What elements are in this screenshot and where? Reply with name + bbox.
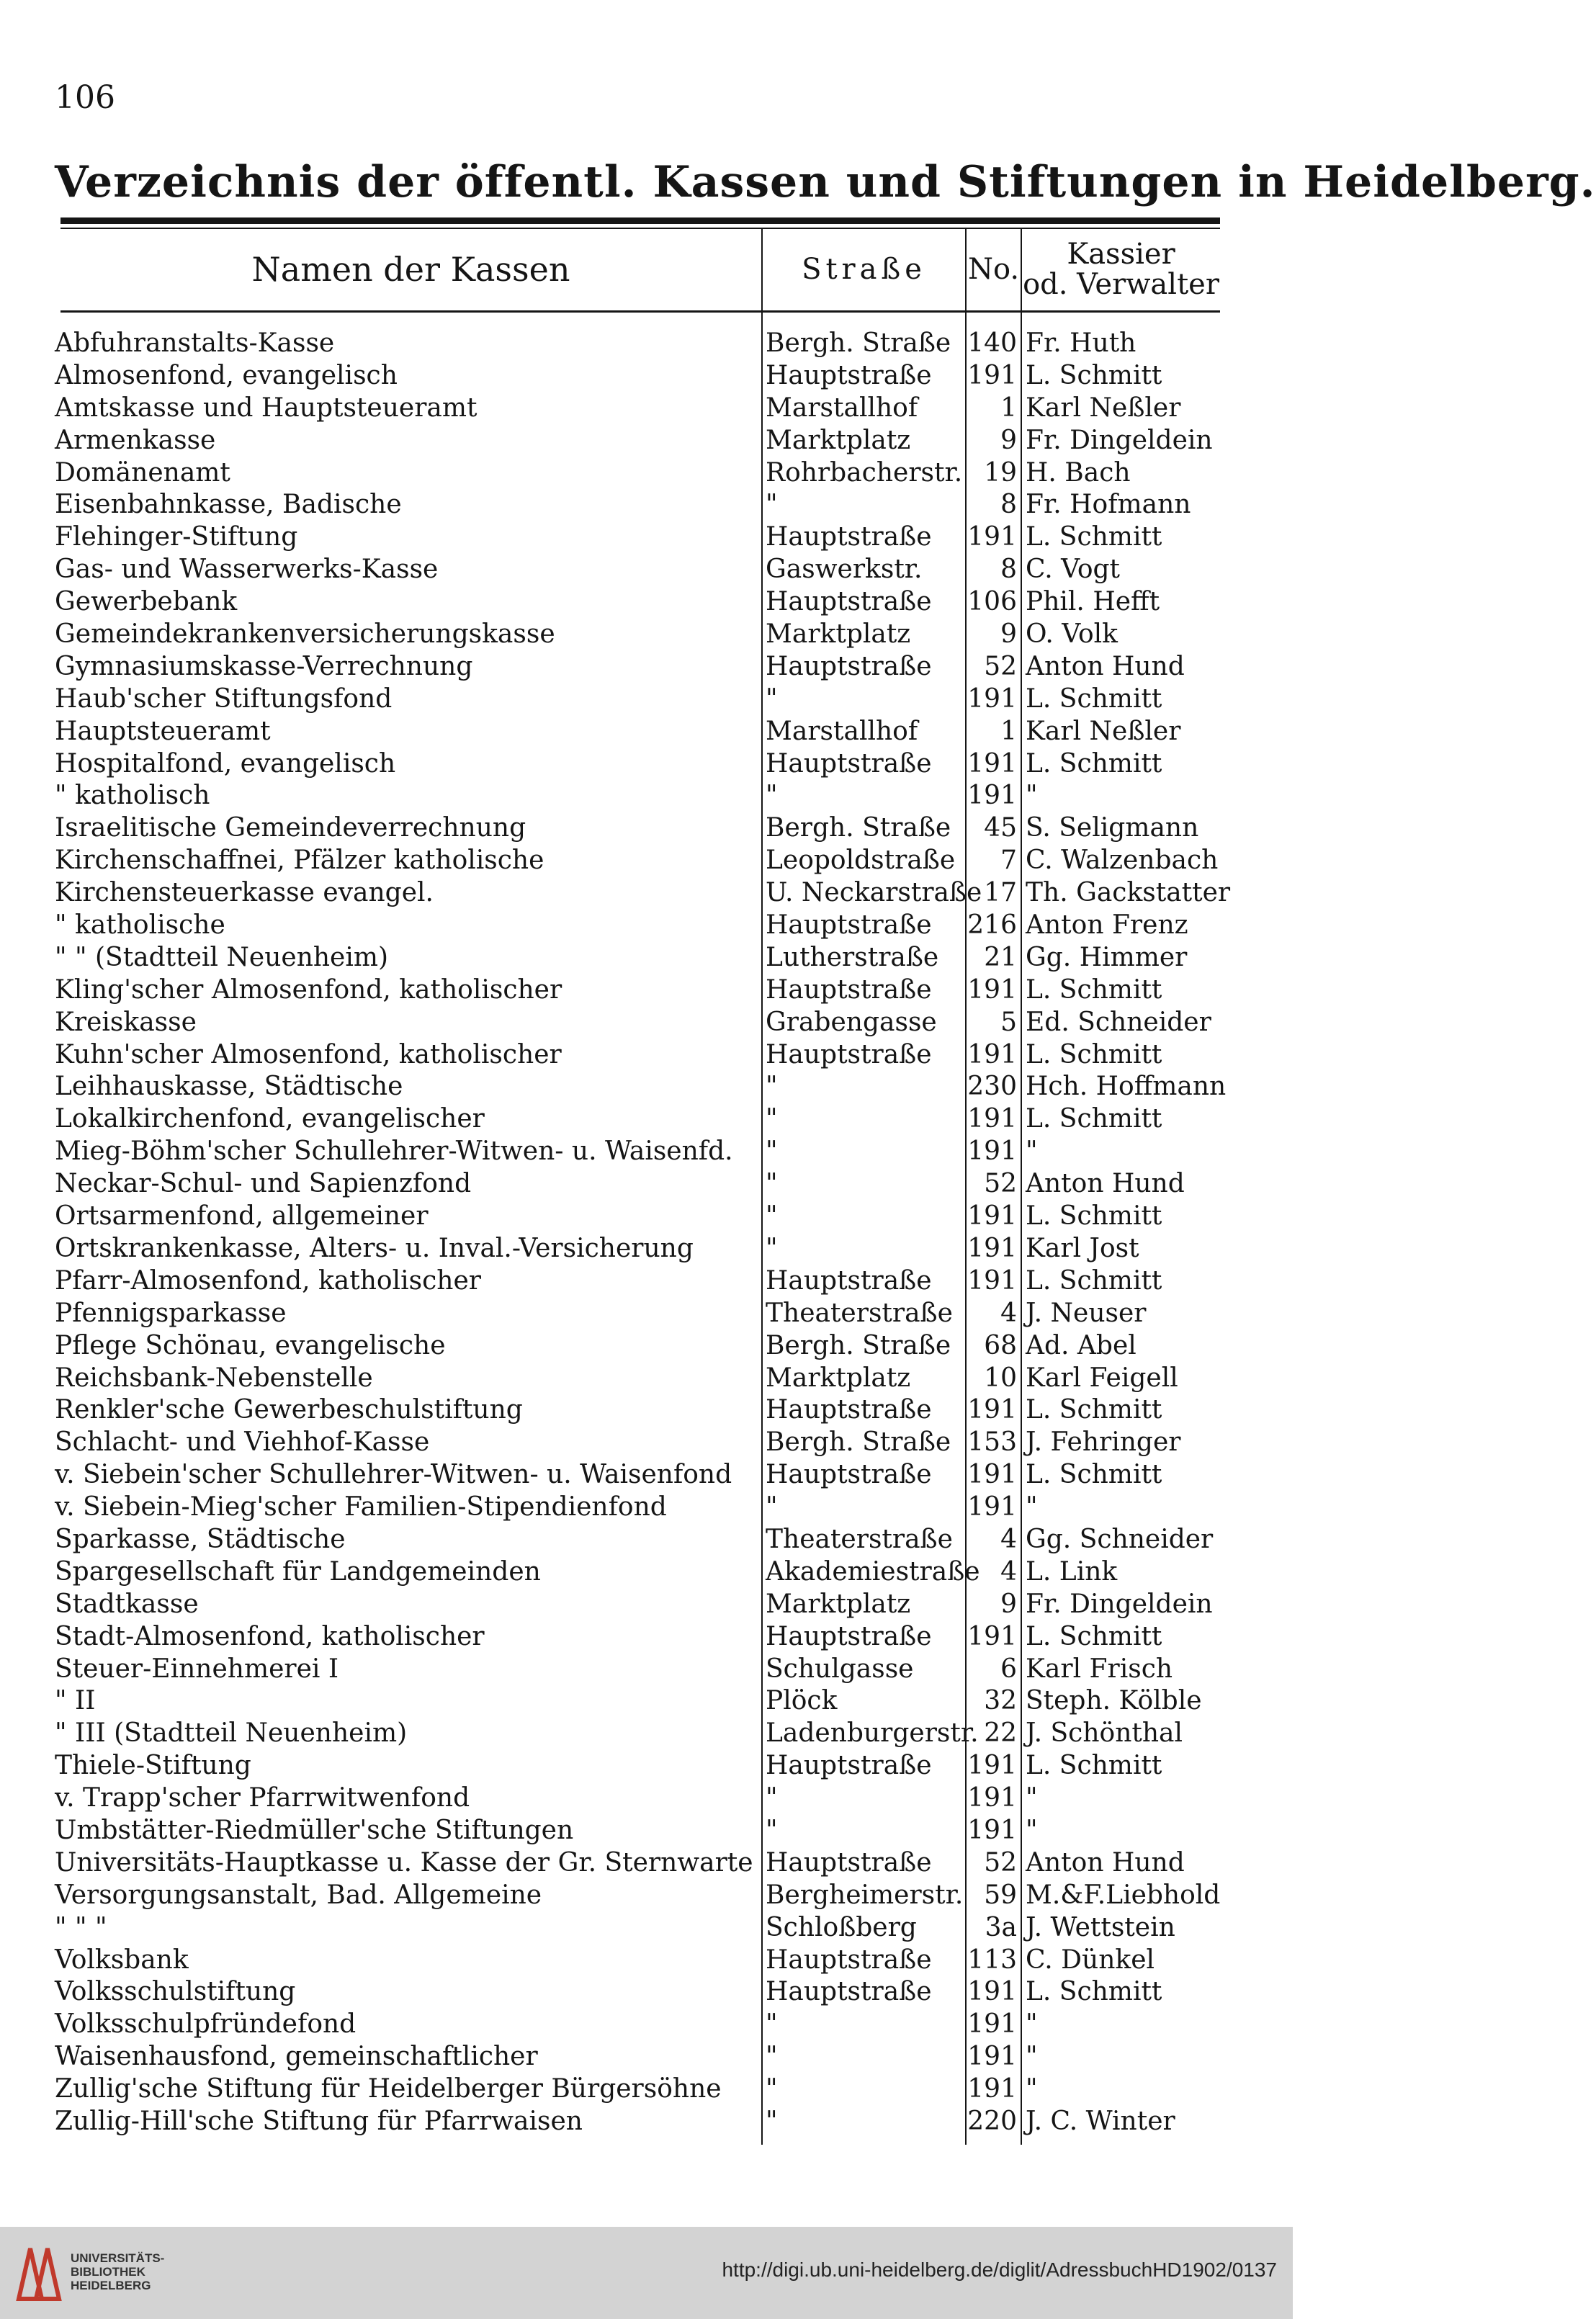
entry-street: Marstallhof [766, 393, 918, 423]
table-row [0, 2041, 1293, 2073]
entry-name: " II [55, 1686, 96, 1716]
entry-name: Almosenfond, evangelisch [55, 360, 398, 390]
entry-number: 191 [967, 1039, 1017, 1069]
entry-number: 191 [967, 1751, 1017, 1781]
entry-number: 191 [967, 1395, 1017, 1425]
entry-name: Ortskrankenkasse, Alters- u. Inval.-Versicherung [55, 1233, 694, 1263]
entry-cashier: S. Seligmann [1026, 813, 1199, 843]
header-rule [60, 310, 1220, 313]
table-row [0, 1847, 1293, 1880]
table-row [0, 1976, 1293, 2009]
entry-cashier: L. Schmitt [1026, 522, 1162, 552]
table-row [0, 1427, 1293, 1459]
entry-cashier: J. Wettstein [1026, 1912, 1175, 1942]
entry-street: " [766, 1072, 778, 1102]
entry-street: Bergh. Straße [766, 328, 951, 358]
entry-cashier: L. Link [1026, 1556, 1118, 1587]
table-row [0, 748, 1293, 781]
entry-cashier: J. C. Winter [1026, 2106, 1175, 2136]
entry-number: 191 [967, 1621, 1017, 1651]
entry-name: Steuer-Einnehmerei I [55, 1654, 339, 1684]
entry-cashier: " [1026, 1136, 1038, 1167]
entry-name: Umbstätter-Riedmüller'sche Stiftungen [55, 1815, 574, 1845]
table-row [0, 1071, 1293, 1103]
table-row [0, 780, 1293, 812]
entry-name: Abfuhranstalts-Kasse [55, 328, 335, 358]
seal-icon [14, 2241, 65, 2305]
table-row [0, 328, 1293, 360]
entry-name: Eisenbahnkasse, Badische [55, 490, 402, 520]
logo-line1: UNIVERSITÄTS- [71, 2251, 165, 2265]
entry-name: Reichsbank-Nebenstelle [55, 1363, 373, 1393]
page-number: 106 [55, 79, 115, 116]
entry-number: 4 [1000, 1524, 1017, 1554]
entry-cashier: " [1026, 2074, 1038, 2104]
entry-cashier: Anton Hund [1026, 1169, 1185, 1199]
entry-name: Zullig'sche Stiftung für Heidelberger Bürgersöhne [55, 2074, 722, 2104]
entry-number: 191 [967, 2009, 1017, 2040]
entry-name: v. Siebein'scher Schullehrer-Witwen- u. Waisenfond [55, 1460, 732, 1490]
entry-street: Gaswerkstr. [766, 555, 923, 585]
table-row [0, 683, 1293, 716]
entry-cashier: J. Neuser [1026, 1298, 1147, 1328]
entry-name: Gymnasiumskasse-Verrechnung [55, 651, 473, 681]
entry-name: Hauptsteueramt [55, 716, 271, 746]
table-row [0, 1782, 1293, 1815]
entry-street: Hauptstraße [766, 1847, 932, 1878]
table-row [0, 1039, 1293, 1072]
table-row [0, 521, 1293, 554]
entry-number: 68 [984, 1330, 1017, 1360]
entry-number: 5 [1000, 1007, 1017, 1037]
entry-cashier: " [1026, 1783, 1038, 1813]
entry-name: v. Siebein-Mieg'scher Familien-Stipendienfond [55, 1492, 667, 1522]
entry-number: 52 [984, 1847, 1017, 1878]
table-row [0, 2106, 1293, 2138]
entry-name: Renkler'sche Gewerbeschulstiftung [55, 1395, 523, 1425]
entry-name: Volksbank [55, 1945, 189, 1975]
entry-number: 191 [967, 1136, 1017, 1167]
entry-street: Lutherstraße [766, 942, 939, 972]
entry-street: " [766, 1201, 778, 1232]
entry-number: 3a [985, 1912, 1017, 1942]
entry-number: 191 [967, 1265, 1017, 1296]
entry-name: Universitäts-Hauptkasse u. Kasse der Gr. Sternwarte [55, 1847, 753, 1878]
entry-number: 191 [967, 1783, 1017, 1813]
entry-number: 191 [967, 1977, 1017, 2007]
entry-street: Schloßberg [766, 1912, 917, 1942]
entry-number: 216 [967, 910, 1017, 941]
entry-number: 140 [967, 328, 1017, 358]
entry-cashier: Anton Frenz [1026, 910, 1188, 941]
entry-street: Bergh. Straße [766, 813, 951, 843]
entry-cashier: " [1026, 2042, 1038, 2072]
entry-number: 106 [967, 587, 1017, 617]
entry-street: Hauptstraße [766, 1039, 932, 1069]
table-row [0, 2009, 1293, 2041]
table-row [0, 393, 1293, 425]
entry-number: 59 [984, 1880, 1017, 1910]
entry-cashier: L. Schmitt [1026, 1621, 1162, 1651]
table-row [0, 1459, 1293, 1492]
entry-name: " " (Stadtteil Neuenheim) [55, 942, 389, 972]
entry-name: Flehinger-Stiftung [55, 522, 298, 552]
page-title: Verzeichnis der öffentl. Kassen und Stiftungen in Heidelberg. [55, 157, 1596, 207]
table-row [0, 1945, 1293, 1977]
entry-number: 191 [967, 974, 1017, 1005]
entry-cashier: L. Schmitt [1026, 1395, 1162, 1425]
table-row [0, 1168, 1293, 1201]
entry-cashier: C. Walzenbach [1026, 845, 1219, 876]
entry-name: " III (Stadtteil Neuenheim) [55, 1718, 408, 1749]
entry-name: Neckar-Schul- und Sapienzfond [55, 1169, 472, 1199]
entry-street: " [766, 2009, 778, 2040]
entry-street: " [766, 490, 778, 520]
entry-cashier: L. Schmitt [1026, 1460, 1162, 1490]
table-row [0, 716, 1293, 748]
entry-street: " [766, 2106, 778, 2136]
entry-cashier: Karl Jost [1026, 1233, 1139, 1263]
library-logo-text [71, 2251, 164, 2292]
table-row [0, 1621, 1293, 1654]
logo-line2: BIBLIOTHEK [71, 2265, 145, 2279]
entry-street: " [766, 2074, 778, 2104]
entry-street: " [766, 1492, 778, 1522]
title-rule-thick [60, 217, 1220, 224]
entry-number: 19 [984, 457, 1017, 488]
entry-cashier: Th. Gackstatter [1026, 878, 1231, 908]
table-row [0, 1330, 1293, 1363]
table-row [0, 1298, 1293, 1330]
entry-cashier: Karl Feigell [1026, 1363, 1178, 1393]
table-row [0, 910, 1293, 942]
header-name: Namen der Kassen [251, 250, 570, 289]
entry-number: 52 [984, 651, 1017, 681]
entry-street: Akademiestraße [766, 1556, 980, 1587]
entry-number: 191 [967, 1492, 1017, 1522]
entry-cashier: Fr. Dingeldein [1026, 425, 1213, 455]
entry-name: Zullig-Hill'sche Stiftung für Pfarrwaisen [55, 2106, 583, 2136]
entry-cashier: L. Schmitt [1026, 683, 1162, 714]
entry-street: " [766, 1136, 778, 1167]
entry-street: " [766, 683, 778, 714]
entry-number: 1 [1000, 716, 1017, 746]
entry-name: Leihhauskasse, Städtische [55, 1072, 403, 1102]
entry-street: Leopoldstraße [766, 845, 956, 876]
entry-name: Kirchensteuerkasse evangel. [55, 878, 434, 908]
entry-number: 191 [967, 2042, 1017, 2072]
entry-street: Hauptstraße [766, 1751, 932, 1781]
header-cashier-line1: Kassier [1067, 238, 1175, 271]
entry-street: Hauptstraße [766, 1265, 932, 1296]
entry-name: Gemeindekrankenversicherungskasse [55, 619, 555, 650]
table-row [0, 1718, 1293, 1750]
entry-street: Hauptstraße [766, 1945, 932, 1975]
entry-number: 191 [967, 1201, 1017, 1232]
entry-number: 191 [967, 1233, 1017, 1263]
entry-number: 191 [967, 2074, 1017, 2104]
entry-number: 22 [984, 1718, 1017, 1749]
table-row [0, 457, 1293, 490]
entry-street: " [766, 1783, 778, 1813]
entry-number: 9 [1000, 1589, 1017, 1619]
entry-cashier: L. Schmitt [1026, 360, 1162, 390]
entry-street: Hauptstraße [766, 974, 932, 1005]
entry-cashier: C. Dünkel [1026, 1945, 1155, 1975]
entry-number: 1 [1000, 393, 1017, 423]
table-row [0, 1136, 1293, 1168]
entry-name: Domänenamt [55, 457, 230, 488]
entry-name: Thiele-Stiftung [55, 1751, 251, 1781]
source-url-link[interactable]: http://digi.ub.uni-heidelberg.de/diglit/AdressbuchHD1902/0137 [722, 2259, 1277, 2281]
entry-cashier: Fr. Dingeldein [1026, 1589, 1213, 1619]
table-row [0, 425, 1293, 457]
entry-street: U. Neckarstraße [766, 878, 982, 908]
entry-cashier: " [1026, 1815, 1038, 1845]
entry-number: 52 [984, 1169, 1017, 1199]
entry-cashier: L. Schmitt [1026, 1104, 1162, 1134]
entry-name: Gewerbebank [55, 587, 238, 617]
entry-number: 32 [984, 1686, 1017, 1716]
entry-name: Pflege Schönau, evangelische [55, 1330, 446, 1360]
table-row [0, 1815, 1293, 1847]
entry-name: Versorgungsanstalt, Bad. Allgemeine [55, 1880, 542, 1910]
table-row [0, 1685, 1293, 1718]
library-logo [14, 2241, 65, 2307]
entry-name: Sparkasse, Städtische [55, 1524, 346, 1554]
entry-number: 9 [1000, 425, 1017, 455]
entry-street: Hauptstraße [766, 360, 932, 390]
header-no: No. [967, 253, 1020, 286]
entry-number: 153 [967, 1427, 1017, 1458]
table-row [0, 360, 1293, 393]
entry-name: v. Trapp'scher Pfarrwitwenfond [55, 1783, 470, 1813]
entry-number: 17 [984, 878, 1017, 908]
table-row [0, 1233, 1293, 1265]
entry-name: Israelitische Gemeindeverrechnung [55, 813, 526, 843]
table-row [0, 1750, 1293, 1782]
entry-cashier: Gg. Himmer [1026, 942, 1188, 972]
header-street: Straße [802, 253, 926, 286]
entry-name: Amtskasse und Hauptsteueramt [55, 393, 478, 423]
entry-cashier: L. Schmitt [1026, 1039, 1162, 1069]
entry-number: 8 [1000, 555, 1017, 585]
table-row [0, 1265, 1293, 1298]
entry-street: " [766, 781, 778, 811]
entry-name: Mieg-Böhm'scher Schullehrer-Witwen- u. Waisenfd. [55, 1136, 733, 1167]
table-row [0, 942, 1293, 974]
entry-name: " katholische [55, 910, 225, 941]
entry-number: 7 [1000, 845, 1017, 876]
entry-street: Bergheimerstr. [766, 1880, 964, 1910]
table-row [0, 974, 1293, 1007]
entry-cashier: M.&F.Liebhold [1026, 1880, 1221, 1910]
entry-cashier: Phil. Hefft [1026, 587, 1160, 617]
table-row [0, 1524, 1293, 1556]
table-row [0, 1103, 1293, 1136]
entry-number: 8 [1000, 490, 1017, 520]
entry-street: " [766, 1169, 778, 1199]
entry-street: Plöck [766, 1686, 838, 1716]
table-row [0, 1394, 1293, 1427]
entry-name: Gas- und Wasserwerks-Kasse [55, 555, 439, 585]
entry-number: 191 [967, 522, 1017, 552]
entry-cashier: L. Schmitt [1026, 1201, 1162, 1232]
entry-name: Pfarr-Almosenfond, katholischer [55, 1265, 481, 1296]
entry-name: Pfennigsparkasse [55, 1298, 287, 1328]
entry-street: Marstallhof [766, 716, 918, 746]
entry-number: 10 [984, 1363, 1017, 1393]
entry-cashier: Karl Neßler [1026, 716, 1181, 746]
entry-number: 6 [1000, 1654, 1017, 1684]
entry-name: Ortsarmenfond, allgemeiner [55, 1201, 429, 1232]
entry-street: " [766, 2042, 778, 2072]
table-row [0, 651, 1293, 683]
entry-number: 21 [984, 942, 1017, 972]
entry-cashier: Karl Neßler [1026, 393, 1181, 423]
entry-cashier: J. Fehringer [1026, 1427, 1181, 1458]
entry-cashier: " [1026, 781, 1038, 811]
table-row [0, 2073, 1293, 2106]
entry-number: 45 [984, 813, 1017, 843]
entry-name: Spargesellschaft für Landgemeinden [55, 1556, 541, 1587]
entry-cashier: Steph. Kölble [1026, 1686, 1202, 1716]
entry-cashier: L. Schmitt [1026, 1265, 1162, 1296]
entry-number: 4 [1000, 1298, 1017, 1328]
entry-cashier: L. Schmitt [1026, 748, 1162, 779]
table-row [0, 619, 1293, 651]
entry-street: Bergh. Straße [766, 1330, 951, 1360]
entry-number: 4 [1000, 1556, 1017, 1587]
table-row [0, 1880, 1293, 1912]
entry-name: Schlacht- und Viehhof-Kasse [55, 1427, 430, 1458]
entry-street: Hauptstraße [766, 1977, 932, 2007]
table-row [0, 1589, 1293, 1621]
entry-cashier: Gg. Schneider [1026, 1524, 1214, 1554]
entry-street: " [766, 1815, 778, 1845]
entry-name: Kling'scher Almosenfond, katholischer [55, 974, 562, 1005]
entry-street: Grabengasse [766, 1007, 937, 1037]
entry-name: Kirchenschaffnei, Pfälzer katholische [55, 845, 544, 876]
footer-bar [0, 2227, 1293, 2319]
table-row [0, 1912, 1293, 1945]
entry-name: Hospitalfond, evangelisch [55, 748, 396, 779]
entry-street: Theaterstraße [766, 1298, 953, 1328]
header-cashier-line2: od. Verwalter [1023, 268, 1219, 301]
table-row [0, 845, 1293, 877]
entry-street: Schulgasse [766, 1654, 914, 1684]
entry-street: Hauptstraße [766, 910, 932, 941]
entry-number: 191 [967, 1104, 1017, 1134]
entry-street: Rohrbacherstr. [766, 457, 963, 488]
entry-cashier: L. Schmitt [1026, 1977, 1162, 2007]
entry-cashier: Fr. Huth [1026, 328, 1137, 358]
entry-number: 230 [967, 1072, 1017, 1102]
entry-street: Theaterstraße [766, 1524, 953, 1554]
entry-street: Marktplatz [766, 1589, 911, 1619]
entry-name: Kuhn'scher Almosenfond, katholischer [55, 1039, 562, 1069]
entry-street: Hauptstraße [766, 1395, 932, 1425]
entry-name: Volksschulpfründefond [55, 2009, 357, 2040]
entry-cashier: L. Schmitt [1026, 974, 1162, 1005]
entry-street: Ladenburgerstr. [766, 1718, 979, 1749]
entry-cashier: J. Schönthal [1026, 1718, 1183, 1749]
entry-street: Hauptstraße [766, 748, 932, 779]
entry-cashier: C. Vogt [1026, 555, 1121, 585]
entry-cashier: Anton Hund [1026, 651, 1185, 681]
entry-cashier: Hch. Hoffmann [1026, 1072, 1227, 1102]
entry-name: Stadtkasse [55, 1589, 199, 1619]
entry-name: Haub'scher Stiftungsfond [55, 683, 393, 714]
entry-cashier: H. Bach [1026, 457, 1131, 488]
entry-street: Hauptstraße [766, 522, 932, 552]
entry-number: 191 [967, 1460, 1017, 1490]
table-row [0, 489, 1293, 521]
logo-line3: HEIDELBERG [71, 2279, 151, 2292]
entry-cashier: " [1026, 1492, 1038, 1522]
entry-name: " katholisch [55, 781, 210, 811]
entry-street: Marktplatz [766, 425, 911, 455]
entry-number: 191 [967, 1815, 1017, 1845]
entry-street: " [766, 1104, 778, 1134]
table-row [0, 586, 1293, 619]
entry-number: 220 [967, 2106, 1017, 2136]
entry-name: Lokalkirchenfond, evangelischer [55, 1104, 485, 1134]
table-row [0, 1201, 1293, 1233]
entry-street: Marktplatz [766, 619, 911, 650]
entry-street: " [766, 1233, 778, 1263]
entry-cashier: Anton Hund [1026, 1847, 1185, 1878]
entry-cashier: O. Volk [1026, 619, 1118, 650]
entry-number: 191 [967, 748, 1017, 779]
entry-cashier: L. Schmitt [1026, 1751, 1162, 1781]
entry-cashier: Karl Frisch [1026, 1654, 1173, 1684]
table-row [0, 1556, 1293, 1589]
entry-street: Marktplatz [766, 1363, 911, 1393]
table-row [0, 1007, 1293, 1039]
entry-cashier: Ad. Abel [1026, 1330, 1137, 1360]
entry-number: 113 [967, 1945, 1017, 1975]
entry-street: Bergh. Straße [766, 1427, 951, 1458]
entry-name: Volksschulstiftung [55, 1977, 296, 2007]
directory-table [0, 328, 1293, 2138]
entry-name: Kreiskasse [55, 1007, 197, 1037]
entry-cashier: Ed. Schneider [1026, 1007, 1211, 1037]
entry-name: " " " [55, 1912, 107, 1942]
table-row [0, 1654, 1293, 1686]
table-row [0, 812, 1293, 845]
entry-street: Hauptstraße [766, 1621, 932, 1651]
table-row [0, 554, 1293, 586]
entry-number: 191 [967, 683, 1017, 714]
entry-street: Hauptstraße [766, 587, 932, 617]
entry-cashier: Fr. Hofmann [1026, 490, 1191, 520]
entry-street: Hauptstraße [766, 651, 932, 681]
table-row [0, 1492, 1293, 1524]
entry-cashier: " [1026, 2009, 1038, 2040]
entry-street: Hauptstraße [766, 1460, 932, 1490]
entry-number: 9 [1000, 619, 1017, 650]
entry-number: 191 [967, 360, 1017, 390]
entry-name: Armenkasse [55, 425, 216, 455]
table-row [0, 877, 1293, 910]
entry-name: Stadt-Almosenfond, katholischer [55, 1621, 485, 1651]
table-row [0, 1363, 1293, 1395]
entry-name: Waisenhausfond, gemeinschaftlicher [55, 2042, 538, 2072]
entry-number: 191 [967, 781, 1017, 811]
header-cashier [1022, 229, 1220, 310]
